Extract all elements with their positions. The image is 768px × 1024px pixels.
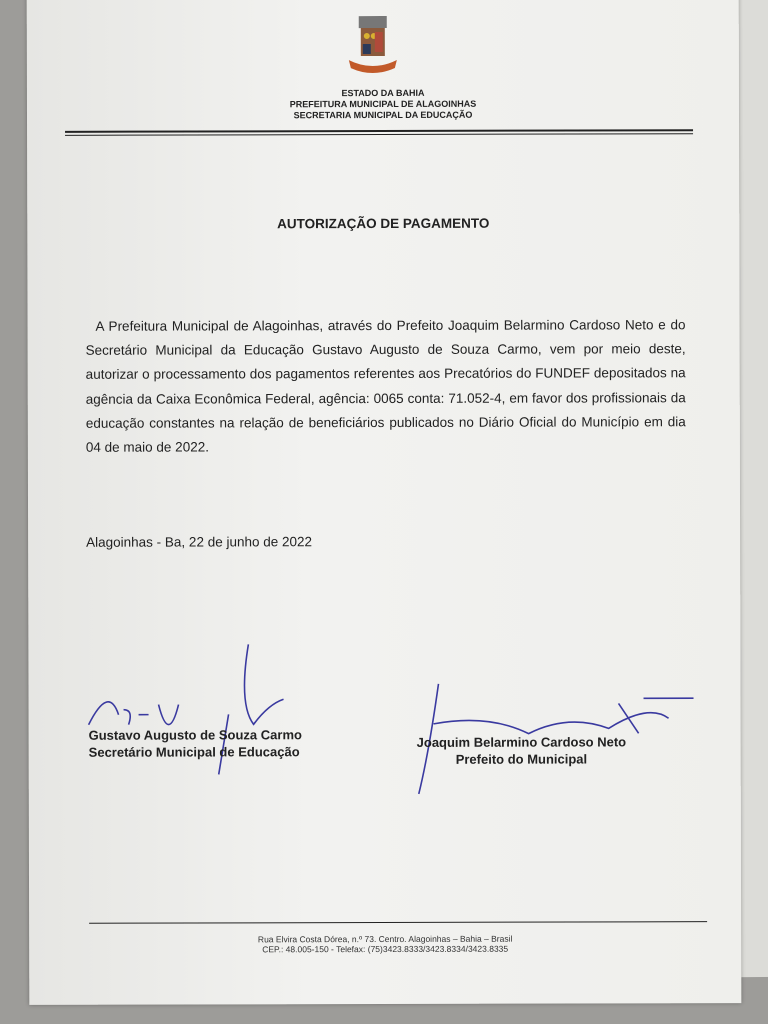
- authorization-text: A Prefeitura Municipal de Alagoinhas, através do Prefeito Joaquim Belarmino Cardoso Neto e do Secretário Municipal da Educação Gustavo Augusto de Souza Carmo, vem por meio deste, autorizar o processamento dos pagamentos referentes aos Precatórios do FUNDEF depositados na agência da Caixa Econômica Federal, agência: 0065 conta: 71.052-4, em favor dos profissionais da educação constantes na relação de beneficiários publicados no Diário Oficial do Município em dia 04 de maio de 2022.: [85, 317, 686, 455]
- footer-divider: [89, 921, 707, 924]
- footer-street: Rua Elvira Costa Dórea, n.º 73. Centro. Alagoinhas – Bahia – Brasil: [257, 933, 513, 945]
- mayor-signature-block: [417, 733, 627, 768]
- footer-contact: CEP.: 48.005-150 - Telefax: (75)3423.8333/3423.8334/3423.8335: [262, 943, 509, 955]
- footer-address: [29, 933, 741, 955]
- secretary-role: Secretário Municipal de Educação: [88, 744, 300, 760]
- document-title: AUTORIZAÇÃO DE PAGAMENTO: [277, 215, 490, 232]
- header-secretaria: SECRETARIA MUNICIPAL DA EDUCAÇÃO: [293, 109, 473, 121]
- header-state: ESTADO DA BAHIA: [341, 87, 425, 99]
- municipal-coat-of-arms-logo: [345, 16, 401, 80]
- header-prefeitura: PREFEITURA MUNICIPAL DE ALAGOINHAS: [289, 98, 477, 110]
- mayor-name: Joaquim Belarmino Cardoso Neto: [416, 734, 627, 750]
- header-divider: [65, 129, 693, 133]
- mayor-role: Prefeito do Municipal: [455, 751, 588, 767]
- header-divider-2: [65, 133, 693, 136]
- signature-secretary: [78, 634, 318, 785]
- document-page: [27, 0, 742, 1005]
- secretary-name: Gustavo Augusto de Souza Carmo: [88, 727, 302, 743]
- secretary-signature-block: [89, 726, 302, 761]
- place-date: Alagoinhas - Ba, 22 de junho de 2022: [86, 534, 313, 550]
